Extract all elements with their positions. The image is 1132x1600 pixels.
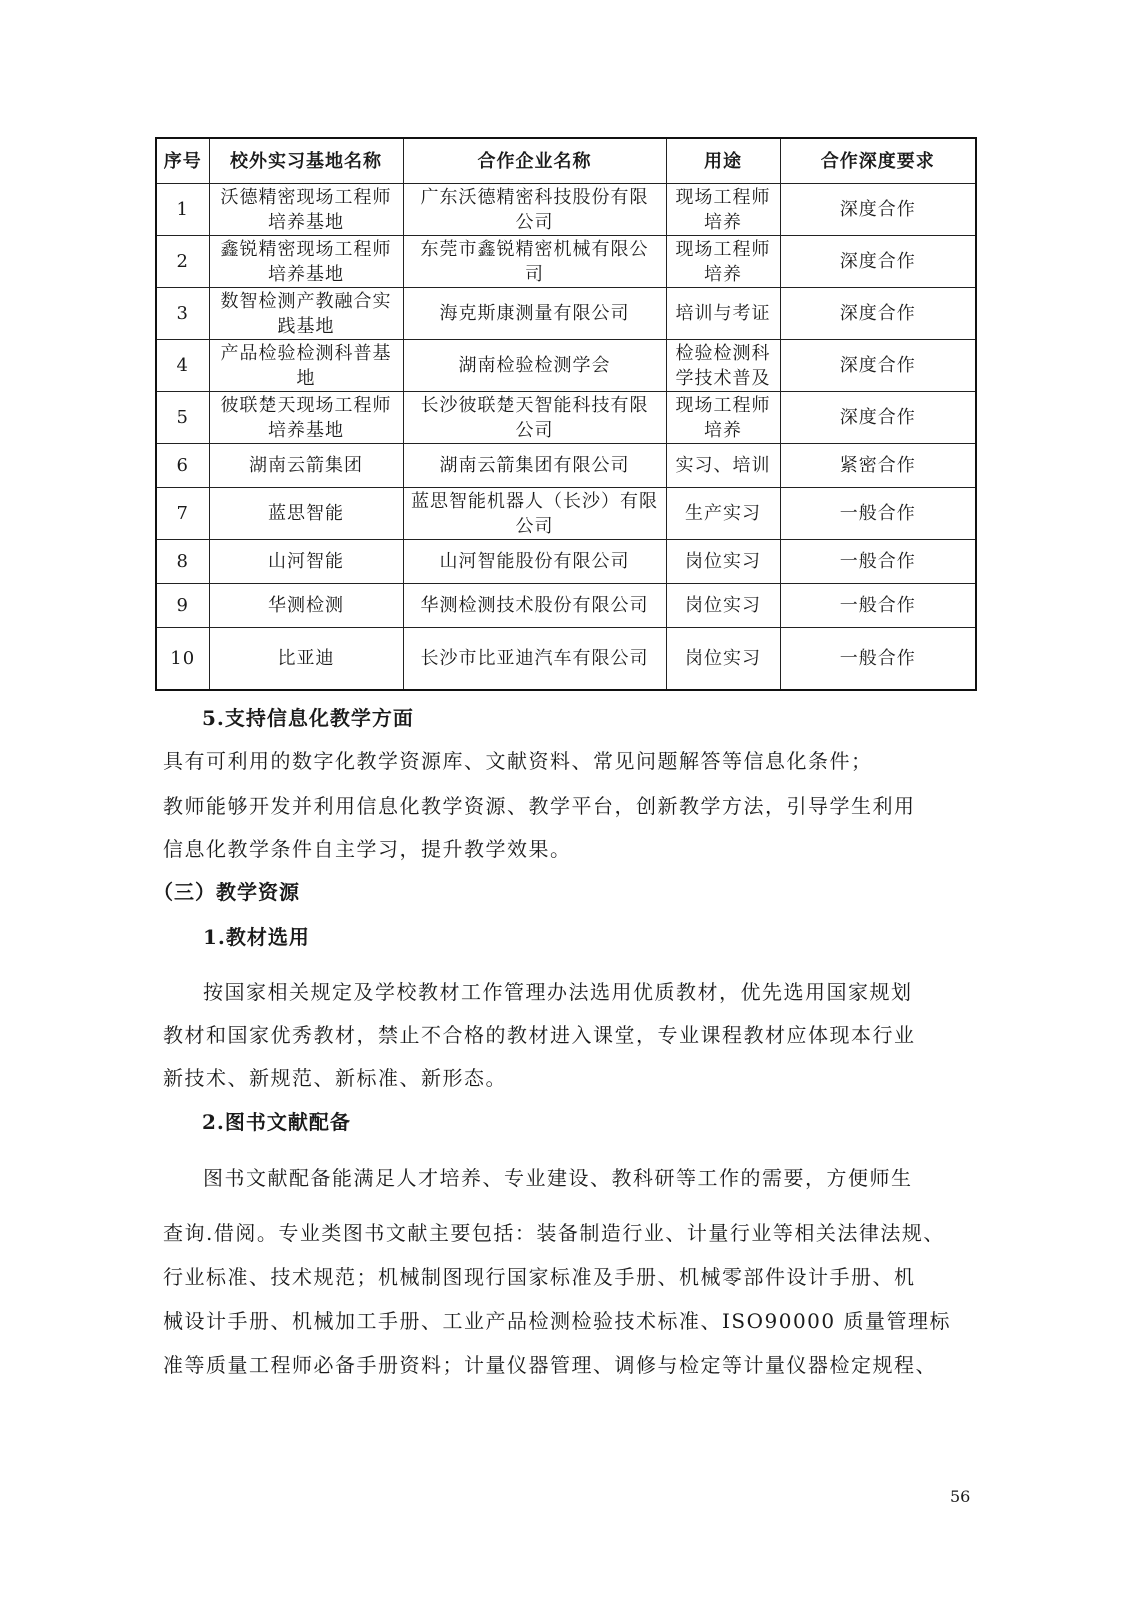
table-row [156,184,976,236]
cell-cooperation-depth: 紧密合作 [780,444,976,488]
cell-base-name-line: 彼联楚天现场工程师 [220,394,392,416]
cell-cooperation-depth: 深度合作 [780,236,976,288]
paragraph-line: 械设计手册、机械加工手册、工业产品检测检验技术标准、ISO90000 质量管理标 [163,1309,951,1333]
table-row [156,584,976,628]
cell-base-name [209,628,403,690]
cell-base-name-line: 培养基地 [268,211,344,233]
table-row [156,628,976,690]
section-heading: 5.支持信息化教学方面 [202,706,414,730]
table-body [156,184,976,690]
cell-serial: 9 [156,584,209,628]
cell-company-name [403,236,666,288]
cell-company-name-line: 山河智能股份有限公司 [439,551,630,572]
cell-serial: 8 [156,540,209,584]
cell-usage-line: 实习、培训 [675,455,771,476]
cell-usage [666,540,780,584]
cell-usage-line: 学技术普及 [675,367,771,389]
cell-usage [666,444,780,488]
cell-serial: 3 [156,288,209,340]
cell-company-name-line: 长沙市比亚迪汽车有限公司 [420,647,649,669]
cell-usage-line: 生产实习 [685,503,761,524]
cell-base-name-line: 比亚迪 [277,647,335,669]
cell-usage [666,392,780,444]
table-row [156,444,976,488]
cell-usage [666,340,780,392]
cell-company-name [403,540,666,584]
cell-usage [666,236,780,288]
cell-cooperation-depth: 深度合作 [780,184,976,236]
cell-serial: 4 [156,340,209,392]
cell-company-name-line: 海克斯康测量有限公司 [439,303,630,324]
paragraph-line: 行业标准、技术规范；机械制图现行国家标准及手册、机械零部件设计手册、机 [163,1265,916,1289]
cell-base-name-line: 蓝思智能 [268,503,344,524]
cell-base-name-line: 产品检验检测科普基 [220,342,392,364]
paragraph-line: 具有可利用的数字化教学资源库、文献资料、常见问题解答等信息化条件； [163,749,873,773]
cell-company-name-line: 广东沃德精密科技股份有限 [420,186,649,208]
cell-cooperation-depth: 深度合作 [780,392,976,444]
paragraph-line: 图书文献配备能满足人才培养、专业建设、教科研等工作的需要，方便师生 [203,1166,913,1190]
cell-company-name [403,628,666,690]
header-cooperation-depth: 合作深度要求 [780,138,976,184]
cell-company-name-line: 湖南检验检测学会 [458,355,611,376]
cell-usage-line: 培养 [704,263,742,285]
cell-usage-line: 现场工程师 [675,238,771,260]
cell-serial: 7 [156,488,209,540]
cell-cooperation-depth: 一般合作 [780,488,976,540]
header-usage: 用途 [666,138,780,184]
cell-serial: 1 [156,184,209,236]
cell-company-name [403,584,666,628]
cell-usage-line: 现场工程师 [675,186,771,208]
cell-usage [666,488,780,540]
cell-usage [666,288,780,340]
cell-company-name [403,288,666,340]
paragraph-line: 信息化教学条件自主学习，提升教学效果。 [163,837,572,861]
section-heading: 1.教材选用 [203,925,310,949]
cell-company-name-line: 华测检测技术股份有限公司 [420,595,649,616]
paragraph-line: 查询.借阅。专业类图书文献主要包括：装备制造行业、计量行业等相关法律法规、 [163,1221,945,1245]
cell-base-name [209,540,403,584]
cell-base-name-line: 沃德精密现场工程师 [220,186,392,208]
cell-company-name [403,184,666,236]
cell-base-name [209,444,403,488]
cell-serial: 5 [156,392,209,444]
cell-usage-line: 岗位实习 [685,551,761,572]
cell-usage [666,628,780,690]
header-serial: 序号 [156,138,209,184]
cell-base-name [209,488,403,540]
paragraph-line: 教材和国家优秀教材，禁止不合格的教材进入课堂，专业课程教材应体现本行业 [163,1023,916,1047]
cell-usage-line: 培训与考证 [675,303,771,324]
cell-base-name-line: 山河智能 [268,551,344,572]
cell-base-name-line: 地 [296,367,316,389]
cell-usage [666,184,780,236]
cell-usage-line: 培养 [704,419,742,441]
cell-company-name [403,340,666,392]
table-header-row [156,138,976,184]
cell-base-name-line: 培养基地 [268,263,344,285]
cell-cooperation-depth: 一般合作 [780,584,976,628]
cell-usage-line: 现场工程师 [675,394,771,416]
cell-company-name-line: 公司 [515,515,554,537]
cell-cooperation-depth: 深度合作 [780,340,976,392]
cell-base-name-line: 鑫锐精密现场工程师 [220,238,392,260]
table-row [156,288,976,340]
cell-base-name-line: 培养基地 [268,419,344,441]
cell-serial: 6 [156,444,209,488]
cell-company-name-line: 湖南云箭集团有限公司 [439,455,630,476]
cell-cooperation-depth: 一般合作 [780,628,976,690]
paragraph-line: 新技术、新规范、新标准、新形态。 [163,1066,507,1090]
table-row [156,392,976,444]
cell-base-name-line: 华测检测 [268,595,344,616]
cell-company-name-line: 司 [525,263,544,285]
header-base-name: 校外实习基地名称 [209,138,403,184]
cell-company-name-line: 蓝思智能机器人（长沙）有限 [411,490,658,512]
header-company-name: 合作企业名称 [403,138,666,184]
cell-company-name [403,444,666,488]
cell-company-name-line: 长沙彼联楚天智能科技有限 [420,394,649,416]
cell-usage [666,584,780,628]
section-heading: （三）教学资源 [153,880,300,904]
cell-base-name [209,184,403,236]
cell-base-name-line: 湖南云箭集团 [249,455,363,476]
paragraph-line: 按国家相关规定及学校教材工作管理办法选用优质教材，优先选用国家规划 [203,980,913,1004]
paragraph-line: 教师能够开发并利用信息化教学资源、教学平台，创新教学方法，引导学生利用 [163,794,916,818]
cell-base-name [209,584,403,628]
cell-usage-line: 检验检测科 [675,342,771,364]
page-number: 56 [950,1487,971,1506]
cell-company-name-line: 东莞市鑫锐精密机械有限公 [420,238,649,260]
cell-cooperation-depth: 一般合作 [780,540,976,584]
table-row [156,488,976,540]
cell-serial: 10 [156,628,209,690]
cell-company-name [403,488,666,540]
cell-company-name-line: 公司 [515,419,554,441]
cell-base-name [209,340,403,392]
cell-base-name [209,288,403,340]
practice-base-table [155,137,977,691]
table-row [156,540,976,584]
cell-base-name [209,392,403,444]
cell-serial: 2 [156,236,209,288]
cell-company-name [403,392,666,444]
cell-usage-line: 岗位实习 [685,647,761,669]
cell-company-name-line: 公司 [515,211,554,233]
cell-usage-line: 岗位实习 [685,595,761,616]
section-heading: 2.图书文献配备 [202,1110,351,1134]
table-row [156,340,976,392]
cell-base-name [209,236,403,288]
cell-base-name-line: 践基地 [277,315,335,337]
paragraph-line: 准等质量工程师必备手册资料；计量仪器管理、调修与检定等计量仪器检定规程、 [163,1353,937,1377]
cell-usage-line: 培养 [704,211,742,233]
cell-base-name-line: 数智检测产教融合实 [220,290,392,312]
cell-cooperation-depth: 深度合作 [780,288,976,340]
table-row [156,236,976,288]
